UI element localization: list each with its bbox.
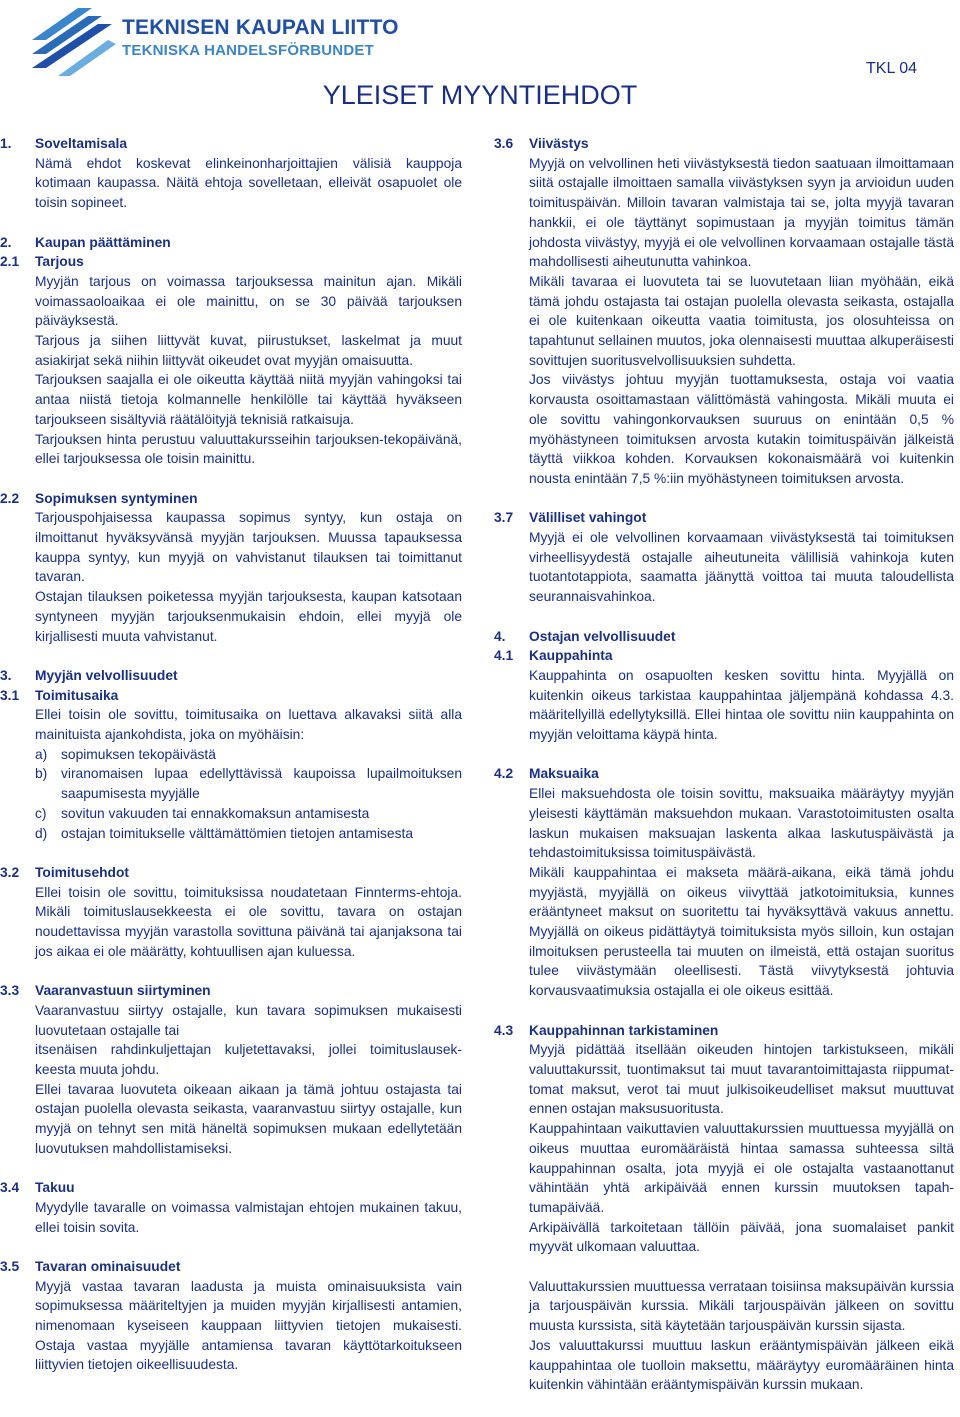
section-number: 4.3 [494,1022,514,1038]
logo-text-finnish: TEKNISEN KAUPAN LIITTO [122,16,399,39]
section-heading: Tavaran ominaisuudet [35,1258,181,1274]
paragraph: Myyjä on velvollinen heti viivästyksestä tiedon saatuaan ilmoittamaan siitä ostajalle ilmoittaen samalla viivästyksen syyn ja arvioidun uuden toimituspäivän. Milloin tavaran valmistaja tai se, jolta myyjä tavaran hankkii, ei ole täyttänyt sopimustaan ja myyjän toimitus tämän johdosta viivästyy, myyjä ei ole velvollinen korvaamaan ostajalle tästä mahdollisesti aiheutunutta vahinkoa. [529,155,954,270]
paragraph: Nämä ehdot koskevat elinkeinonharjoittajien välisiä kauppoja kotimaan kaupassa. Näitä ehtoja sovelletaan, elleivät osapuolet ole toisin sopineet. [35,155,462,211]
section-heading: Toimitusaika [35,687,119,703]
paragraph: Tarjouksen saajalla ei ole oikeutta käyttää niitä myyjän vahingoksi tai antaa niistä tietoja kolmannelle henkilölle tai käyttää hyväkseen tarjoukseen sisältyviä räätälöityjä teknisiä ratkaisuja. [35,372,462,427]
section-heading: Viivästys [529,136,589,151]
section-heading: Soveltamisala [35,136,128,151]
paragraph: Myyjän tarjous on voimassa tarjouksessa mainitun ajan. Mikäli voimassaoloaikaa ei ole mainittu, on se 30 päivää tarjouksen päiväyksestä. [35,273,462,329]
section-number: 3.6 [494,136,514,151]
paragraph: Ellei toisin ole sovittu, toimituksissa noudatetaan Finnterms-ehtoja. Mikäli toimituslausekkeesta ei ole sovittu, tavara on ostajan noudettavissa myyjän varastolla sovittuna päivänä tai ajanjaksona tai jos aikaa ei ole määrätty, kohtuullisen ajan kuluessa. [35,884,462,959]
paragraph: Tarjouksen hinta perustuu valuuttakursseihin tarjouksen-tekopäivänä, ellei tarjouksessa ole toisin mainittu. [35,431,462,467]
list-label: b) [35,766,48,782]
section-3-2 [0,863,462,962]
delivery-time-list [35,745,462,844]
section-number: 4. [494,628,506,644]
section-heading: Ostajan velvollisuudet [529,628,676,644]
section-heading: Maksuaika [529,766,599,782]
list-item [35,824,462,844]
section-number: 4.1 [494,648,514,664]
paragraph: Mikäli kauppahintaa ei makseta määrä-aikana, eikä tämä johdu myyjästä, myyjällä on oikeus viivyttää jatkotoimituksia, kunnes erääntyneet maksut on suoritettu tai hyväksyttävä vakuus annettu. Myyjällä on oikeus pidättäytyä toimituksista myös silloin, kun ostajan ilmoituksen perusteella tai muuten on ilmeistä, että ostajan suoritus tulee viivästymään oleellisesti. Tästä viivytyksestä johtuvia korvausvaatimuksia ostajalla ei ole oikeus esittää. [529,864,954,999]
section-2 [0,233,462,253]
section-4 [494,627,954,647]
paragraph: Ellei toisin ole sovittu, toimitusaika on luettava alkavaksi siitä alla mainituista ajankohdista, joka on myöhäisin: [35,707,462,743]
logo-text-swedish: TEKNISKA HANDELSFÖRBUNDET [122,42,374,59]
section-number: 3. [0,667,12,683]
section-number: 3.3 [0,983,20,999]
paragraph: Kauppahintaan vaikuttavien valuuttakurssien muuttuessa myyjällä on oikeus muuttaa euromääräistä hintaa samassa suhteessa siltä kauppahinnan osalta, jota myyjä ei ole ostajalta vastaanottanut vähintään yhtä arkipäivää ennen kurssin muutoksen tapah-tumapäivää. [529,1121,954,1215]
section-heading: Tarjous [35,254,84,270]
section-heading: Toimitusehdot [35,864,130,880]
section-3 [0,666,462,686]
list-item [35,745,462,765]
page-title: YLEISET MYYNTIEHDOT [322,80,638,110]
section-3-7 [494,508,954,607]
paragraph: Jos valuuttakurssi muuttuu laskun erääntymispäivän jälkeen eikä kauppahintaa ole tuolloin maksettu, määräytyy euromääräinen hinta kuitenkin vähintään erääntymispäivän kurssin mukaan. [529,1337,954,1393]
section-heading: Sopimuksen syntyminen [35,490,198,506]
list-text: ostajan toimitukselle välttämättömien tietojen antamisesta [61,825,413,841]
section-heading: Myyjän velvollisuudet [35,667,178,683]
list-text: sovitun vakuuden tai ennakkomaksun antamisesta [61,805,370,821]
section-4-3 [494,1021,954,1395]
section-heading: Takuu [35,1180,75,1196]
document-code: TKL 04 [866,60,917,77]
section-3-5 [0,1257,462,1375]
paragraph: itsenäisen rahdinkuljettajan kuljetettavaksi, jollei toimituslausek-keesta muuta johdu. [35,1042,462,1077]
section-heading: Vaaranvastuun siirtyminen [35,983,211,999]
left-column [0,134,462,1375]
list-item [35,764,462,803]
section-3-6 [494,134,954,489]
paragraph: Arkipäivällä tarkoitetaan tällöin päivää, jona suomalaiset pankit myyvät ulkomaan valuuttaa. [529,1219,954,1255]
section-heading: Kauppahinta [529,648,613,664]
section-3-4 [0,1178,462,1237]
paragraph: Tarjous ja siihen liittyvät kuvat, piirustukset, laskelmat ja muut asiakirjat sekä niihin liittyvät oikeudet ovat myyjän omaisuutta. [35,333,462,368]
paragraph: Myydylle tavaralle on voimassa valmistajan ehtojen mukainen takuu, ellei toisin sovita. [35,1199,462,1235]
paragraph: Valuuttakurssien muuttuessa verrataan toisiinsa maksupäivän kurssia ja tarjouspäivän kurssia. Mikäli tarjouspäivän jälkeen on sovittu muusta kurssista, sitä käytetään tarjouspäivän kurssin sijasta. [529,1278,954,1334]
logo [30,6,399,76]
list-text: sopimuksen tekopäivästä [61,746,216,762]
list-label: d) [35,825,48,841]
section-number: 4.2 [494,766,514,782]
paragraph: Mikäli tavaraa ei luovuteta tai se luovutetaan liian myöhään, eikä tämä johdu ostajasta tai ostajan puolella olevasta seikasta, ostajalla ei ole kuitenkaan oikeutta vaatia toimitusta, jos olosuhteissa on tapahtunut sellainen muutos, joka olennaisesti muuttaa alkuperäisesti sovittujen suoritusvelvollisuuksien suhdetta. [529,273,954,368]
section-number: 2. [0,234,12,250]
section-heading: Kauppahinnan tarkistaminen [529,1022,719,1038]
paragraph: Tarjouspohjaisessa kaupassa sopimus syntyy, kun ostaja on ilmoittanut hyväksyvänsä myyjän tarjouksen. Muussa tapauksessa kauppa syntyy, kun myyjä on vahvistanut tilauksen tai toimittanut tavaran. [35,510,462,585]
section-heading: Kaupan päättäminen [35,234,171,250]
paragraph: Ellei maksuehdosta ole toisin sovittu, maksuaika määräytyy myyjän yleisesti käyttämän maksuehdon mukaan. Varastotoimitusten osalta laskun mukaisen maksuajan laskenta alkaa laskutuspäivästä ja tehdastoimituksissa toimituspäivästä. [529,786,954,861]
section-number: 3.2 [0,864,20,880]
section-number: 3.1 [0,687,20,703]
paragraph: Ellei tavaraa luovuteta oikeaan aikaan ja tämä johtuu ostajasta tai ostajan puolella olevasta seikasta, vaaranvastuu siirtyy ostajalle, kun myyjä on tehnyt sen mitä häneltä sopimuksen mukaan edellytetään luovutuksen mahdollistamiseksi. [35,1081,462,1156]
section-4-2 [494,764,954,1000]
section-number: 3.4 [0,1180,20,1196]
logo-mark-icon [30,6,120,78]
paragraph: Vaaranvastuu siirtyy ostajalle, kun tavara sopimuksen mukaisesti luovutetaan ostajalle tai [35,1002,462,1038]
paragraph: Ostajan tilauksen poiketessa myyjän tarjouksesta, kaupan katsotaan syntyneen myyjän tarjouksenmukaisin ehdoin, ellei myyjä ole kirjallisesti muuta vahvistanut. [35,589,462,644]
section-number: 2.2 [0,490,20,506]
section-2-1 [0,252,462,469]
paragraph: Myyjä ei ole velvollinen korvaamaan viivästyksestä tai toimituksen virheellisyydestä ostajalle aiheutuneita välillisiä vahinkoja kuten tuotantotappiota, saamatta jäänyttä voittoa tai muuta taloudellista seurannaisvahinkoa. [529,530,954,605]
list-text: viranomaisen lupaa edellyttävissä kaupoissa lupailmoituksen saapumisesta myyjälle [61,766,462,802]
list-label: c) [35,805,47,821]
section-4-1 [494,646,954,745]
section-2-2 [0,489,462,647]
section-number: 1. [0,136,12,151]
list-item [35,804,462,824]
section-1 [0,134,462,213]
section-number: 3.7 [494,510,514,526]
section-number: 2.1 [0,254,20,270]
section-number: 3.5 [0,1258,20,1274]
section-3-3 [0,981,462,1158]
paragraph: Jos viivästys johtuu myyjän tuottamuksesta, ostaja voi vaatia korvausta osoittamastaan välittömästä vahingosta. Mikäli muuta ei ole sovittu vahingonkorvauksen suuruus on enintään 0,5 % myöhästyneen toimituksen arvosta kutakin toimituspäivän jälkeistä täyttä viikkoa kohden. Korvauksen kokonaismäärä voi kuitenkin nousta enintään 7,5 %:iin myöhästyneen toimituksen arvosta. [529,372,954,486]
section-heading: Välilliset vahingot [529,510,647,526]
list-label: a) [35,746,48,762]
paragraph: Kauppahinta on osapuolten kesken sovittu hinta. Myyjällä on kuitenkin oikeus tarkistaa kauppahintaa jäljempänä kohdassa 4.3. määritellyillä edellytyksillä. Ellei hintaa ole sovittu niin kauppahinta on myyjän veloittama käypä hinta. [529,667,954,743]
paragraph: Myyjä vastaa tavaran laadusta ja muista ominaisuuksista vain sopimuksessa määriteltyjen ja muiden myyjän kirjallisesti antamien, nimenomaan kyseiseen kauppaan liittyvien tietojen mukaisesti. Ostaja vastaa myyjälle antamiensa tavaran käyttötarkoitukseen liittyvien tietojen oikeellisuudesta. [35,1278,462,1373]
section-3-1 [0,686,462,844]
right-column [494,134,954,1395]
paragraph: Myyjä pidättää itsellään oikeuden hintojen tarkistukseen, mikäli valuuttakurssit, tuontimaksut tai muut tavarantoimittajasta riippumat-tomat maksut, verot tai muut julkisoikeudelliset maksut muuttuvat ennen ostajan maksusuoritusta. [529,1042,954,1117]
